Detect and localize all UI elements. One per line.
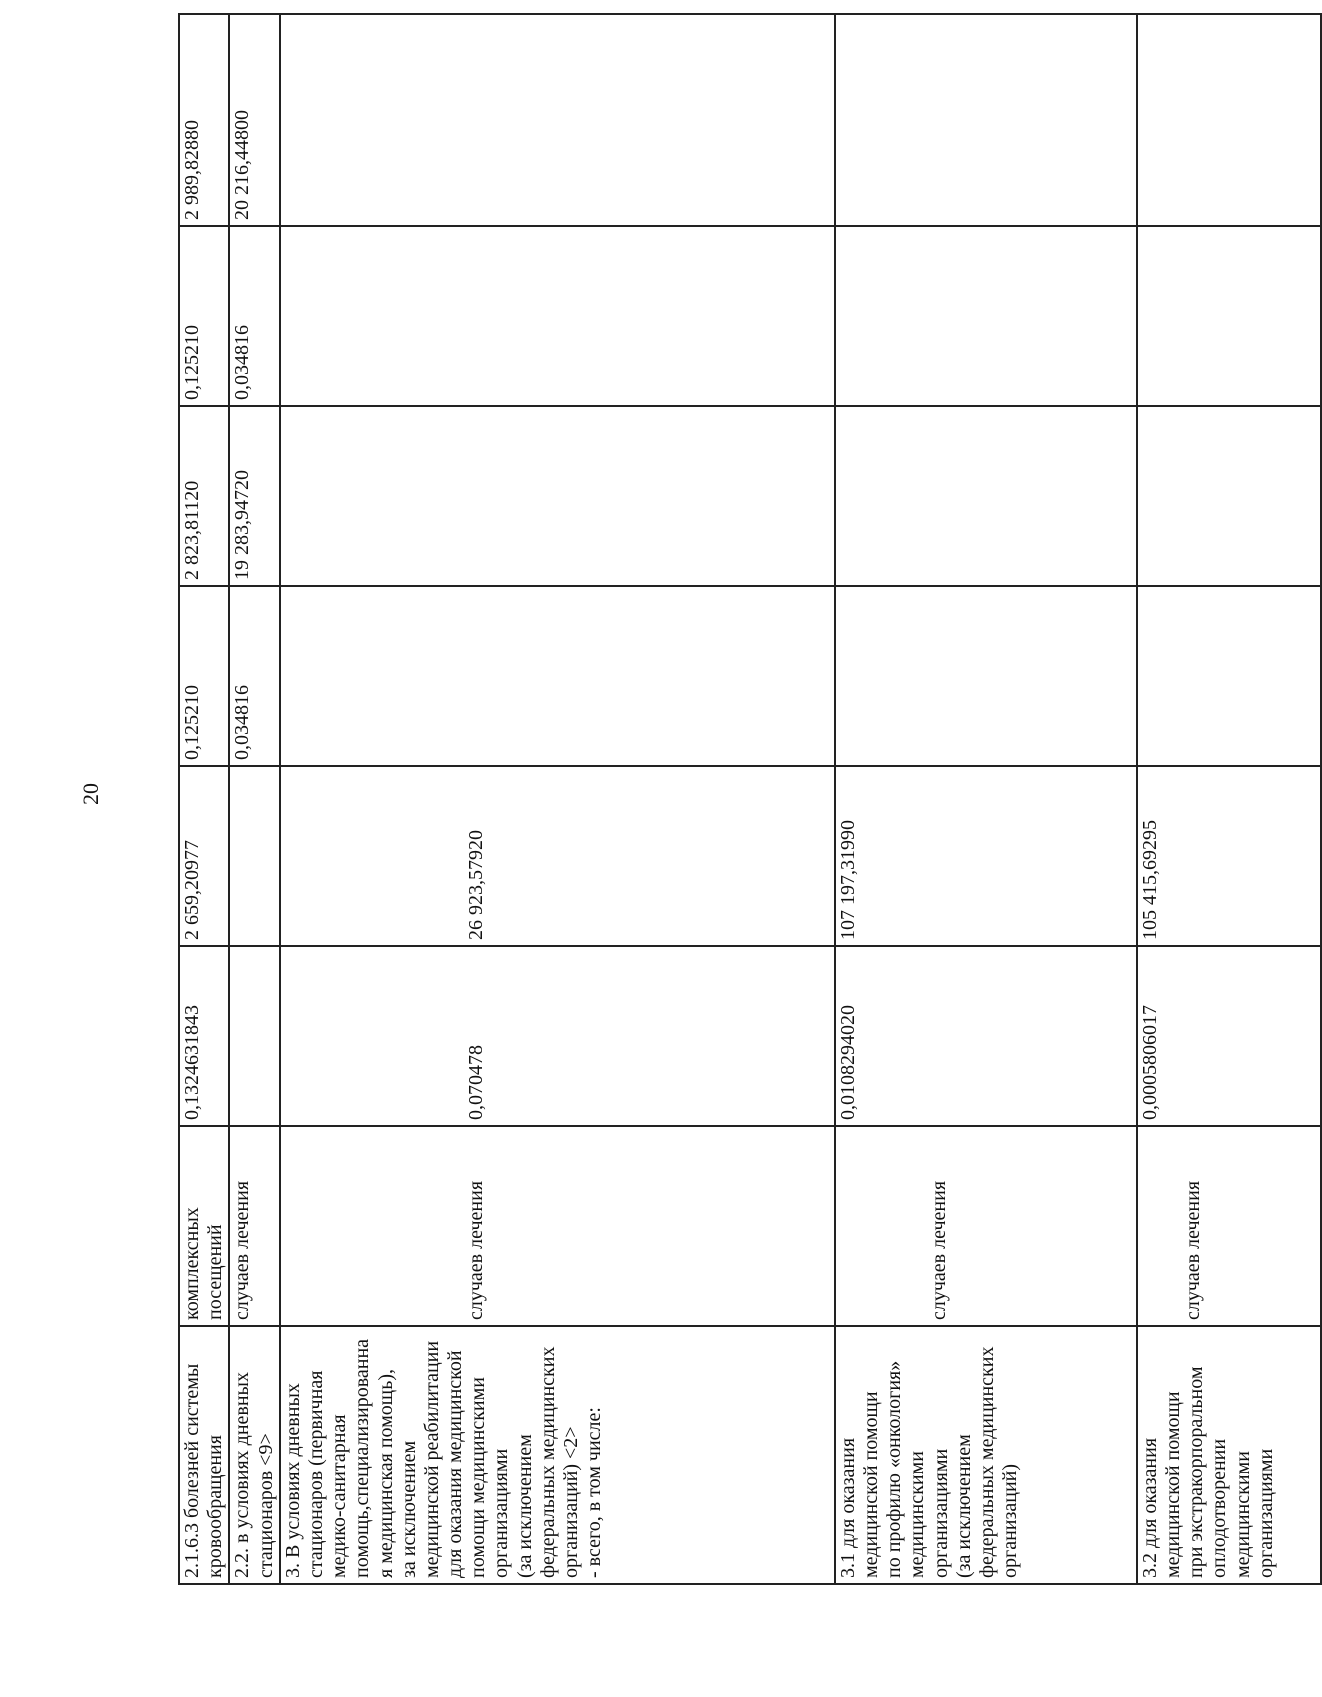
table-row xyxy=(1137,14,1321,1584)
table-cell: 0,070478 xyxy=(280,946,835,1126)
page-number: 20 xyxy=(78,783,103,805)
row-unit: случаев лечения xyxy=(229,1126,279,1326)
row-label: 3. В условиях дневных стационаров (первичная медико-санитарная помощь,специализированна я медицинская помощь), за исключением медицинской реабилитации для оказания медицинской помощи медицинскими организациями (за исключением федеральных медицинских организаций) <2> - всего, в том числе: xyxy=(280,1326,835,1584)
table-cell: 0,034816 xyxy=(229,586,279,766)
table-cell: 0,125210 xyxy=(179,586,229,766)
table-cell: 0,0005806017 xyxy=(1137,946,1321,1126)
row-label: 2.2. в условиях дневных стационаров <9> xyxy=(229,1326,279,1584)
row-unit: случаев лечения xyxy=(835,1126,1137,1326)
row-unit: случаев лечения xyxy=(280,1126,835,1326)
data-table xyxy=(178,13,1322,1585)
row-label: 3.1 для оказания медицинской помощи по профилю «онкология» медицинскими организациями (за исключением федеральных медицинских организаций) xyxy=(835,1326,1137,1584)
table-cell: 105 415,69295 xyxy=(1137,766,1321,946)
table-cell: 107 197,31990 xyxy=(835,766,1137,946)
table-cell xyxy=(835,406,1137,586)
table-cell xyxy=(229,766,279,946)
table-cell xyxy=(280,586,835,766)
table-cell: 2 989,82880 xyxy=(179,14,229,226)
table-cell xyxy=(280,226,835,406)
table-cell xyxy=(835,586,1137,766)
row-label: 3.2 для оказания медицинской помощи при экстракорпоральном оплодотворении медицинскими организациями xyxy=(1137,1326,1321,1584)
table-cell xyxy=(1137,14,1321,226)
table-cell: 26 923,57920 xyxy=(280,766,835,946)
row-unit: случаев лечения xyxy=(1137,1126,1321,1326)
table-cell: 19 283,94720 xyxy=(229,406,279,586)
table-cell: 20 216,44800 xyxy=(229,14,279,226)
row-label: 2.1.6.3 болезней системы кровообращения xyxy=(179,1326,229,1584)
rotated-table-container xyxy=(178,15,1277,1585)
table-cell: 2 659,20977 xyxy=(179,766,229,946)
table-cell xyxy=(229,946,279,1126)
table-row xyxy=(229,14,279,1584)
table-cell xyxy=(280,406,835,586)
table-cell xyxy=(835,226,1137,406)
table-row xyxy=(280,14,835,1584)
table-cell: 0,0108294020 xyxy=(835,946,1137,1126)
table-cell xyxy=(1137,586,1321,766)
table-cell xyxy=(1137,226,1321,406)
table-row xyxy=(179,14,229,1584)
table-row xyxy=(835,14,1137,1584)
table-cell xyxy=(280,14,835,226)
row-unit: комплексных посещений xyxy=(179,1126,229,1326)
table-cell: 0,1324631843 xyxy=(179,946,229,1126)
table-cell: 0,125210 xyxy=(179,226,229,406)
table-cell xyxy=(835,14,1137,226)
table-cell: 0,034816 xyxy=(229,226,279,406)
table-cell: 2 823,81120 xyxy=(179,406,229,586)
table-cell xyxy=(1137,406,1321,586)
